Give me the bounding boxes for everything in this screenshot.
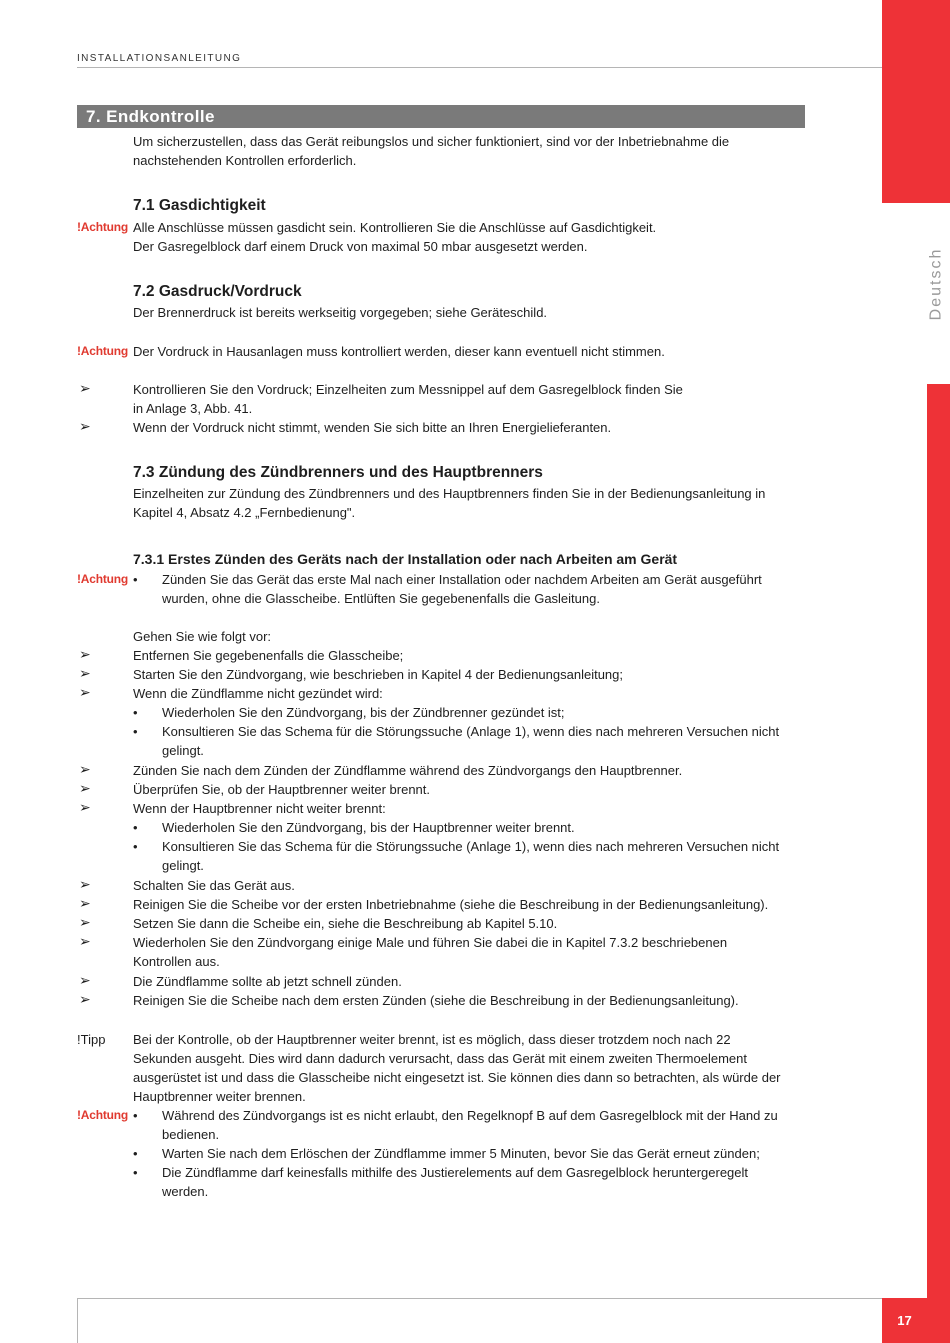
tip-text: Sekunden ausgeht. Dies wird dann dadurch verursacht, dass das Gerät mit einem zweiten Thermoelement — [133, 1051, 747, 1066]
step-text: in Anlage 3, Abb. 41. — [133, 401, 253, 416]
tip-text: Bei der Kontrolle, ob der Hauptbrenner weiter brennt, ist es möglich, dass dieser trotzdem noch nach 22 — [133, 1032, 731, 1047]
footer-margin-line — [77, 1298, 78, 1343]
sub-step-text: Konsultieren Sie das Schema für die Störungssuche (Anlage 1), wenn dies nach mehreren Versuchen nicht — [162, 839, 780, 854]
bullet-icon: • — [133, 1165, 138, 1180]
warning-text: Warten Sie nach dem Erlöschen der Zündflamme immer 5 Minuten, bevor Sie das Gerät erneut zünden; — [162, 1146, 760, 1161]
step-text: Reinigen Sie die Scheibe nach dem ersten Zünden (siehe die Beschreibung in der Bedienungsanleitung). — [133, 993, 739, 1008]
step-text: Wenn die Zündflamme nicht gezündet wird: — [133, 686, 383, 701]
language-tab — [924, 232, 948, 336]
warning-text: Zünden Sie das Gerät das erste Mal nach einer Installation oder nachdem Arbeiten am Gerät ausgeführt — [162, 572, 762, 587]
step-text: Kontrollen aus. — [133, 954, 220, 969]
text-line: Der Brennerdruck ist bereits werkseitig vorgegeben; siehe Geräteschild. — [133, 305, 548, 320]
warning-text: wurden, ohne die Glasscheibe. Entlüften Sie gegebenenfalls die Gasleitung. — [162, 591, 600, 606]
step-text: Reinigen Sie die Scheibe vor der ersten Inbetriebnahme (siehe die Beschreibung in der Bedienungsanleitung). — [133, 897, 769, 912]
heading-7-2: 7.2 Gasdruck/Vordruck — [133, 283, 302, 300]
heading-7-3: 7.3 Zündung des Zündbrenners und des Hauptbrenners — [133, 464, 543, 481]
sub-step-text: Wiederholen Sie den Zündvorgang, bis der Zündbrenner gezündet ist; — [162, 705, 565, 720]
sub-step-text: Wiederholen Sie den Zündvorgang, bis der Hauptbrenner weiter brennt. — [162, 820, 575, 835]
warning-label: !Achtung — [77, 1108, 129, 1122]
footer-divider — [77, 1298, 882, 1299]
tip-label: !Tipp — [77, 1032, 106, 1047]
warning-text: werden. — [162, 1184, 209, 1199]
step-text: Wenn der Hauptbrenner nicht weiter brennt: — [133, 801, 386, 816]
sub-step-text: Konsultieren Sie das Schema für die Störungssuche (Anlage 1), wenn dies nach mehreren Versuchen nicht — [162, 724, 780, 739]
sub-step-text: gelingt. — [162, 743, 204, 758]
arrow-icon: ➢ — [79, 780, 91, 796]
warning-text: Die Zündflamme darf keinesfalls mithilfe des Justierelements auf dem Gasregelblock heruntergeregelt — [162, 1165, 749, 1180]
arrow-icon: ➢ — [79, 895, 91, 911]
intro-line: Um sicherzustellen, dass das Gerät reibungslos und sicher funktioniert, sind vor der Inbetriebnahme die — [133, 134, 730, 149]
arrow-icon: ➢ — [79, 799, 91, 815]
bullet-icon: • — [133, 572, 138, 587]
step-text: Kontrollieren Sie den Vordruck; Einzelheiten zum Messnippel auf dem Gasregelblock finden Sie — [133, 382, 683, 397]
tip-text: Hauptbrenner weiter brennen. — [133, 1089, 306, 1104]
bullet-icon: • — [133, 724, 138, 739]
header-divider — [77, 67, 882, 68]
arrow-icon: ➢ — [79, 914, 91, 930]
warning-label: !Achtung — [77, 572, 129, 586]
warning-text: bedienen. — [162, 1127, 220, 1142]
bullet-icon: • — [133, 839, 138, 854]
section-title: 7. Endkontrolle — [77, 105, 805, 128]
text-line: Alle Anschlüsse müssen gasdicht sein. Kontrollieren Sie die Anschlüsse auf Gasdichtigkeit. — [133, 220, 657, 235]
text-line: Kapitel 4, Absatz 4.2 „Fernbedienung". — [133, 505, 356, 520]
tip-text: ausgerüstet ist und dass die Glasscheibe nicht eingesetzt ist. Sie können dies dann so betrachten, als würde der — [133, 1070, 781, 1085]
arrow-icon: ➢ — [79, 418, 91, 434]
sub-step-text: gelingt. — [162, 858, 204, 873]
step-text: Wiederholen Sie den Zündvorgang einige Male und führen Sie dabei die in Kapitel 7.3.2 beschriebenen — [133, 935, 728, 950]
procedure-intro: Gehen Sie wie folgt vor: — [133, 629, 272, 644]
text-line: Einzelheiten zur Zündung des Zündbrenners und des Hauptbrenners finden Sie in der Bedienungsanleitung in — [133, 486, 766, 501]
step-text: Überprüfen Sie, ob der Hauptbrenner weiter brennt. — [133, 782, 431, 797]
arrow-icon: ➢ — [79, 761, 91, 777]
step-text: Zünden Sie nach dem Zünden der Zündflamme während des Zündvorgangs den Hauptbrenner. — [133, 763, 683, 778]
arrow-icon: ➢ — [79, 646, 91, 662]
warning-label: !Achtung — [77, 220, 129, 234]
warning-label: !Achtung — [77, 344, 129, 358]
step-text: Setzen Sie dann die Scheibe ein, siehe die Beschreibung ab Kapitel 5.10. — [133, 916, 558, 931]
arrow-icon: ➢ — [79, 991, 91, 1007]
warning-text: Der Vordruck in Hausanlagen muss kontrolliert werden, dieser kann eventuell nicht stimmen. — [133, 344, 665, 359]
bullet-icon: • — [133, 705, 138, 720]
step-text: Die Zündflamme sollte ab jetzt schnell zünden. — [133, 974, 402, 989]
intro-line: nachstehenden Kontrollen erforderlich. — [133, 153, 357, 168]
language-label: Deutsch — [927, 247, 945, 321]
arrow-icon: ➢ — [79, 876, 91, 892]
heading-7-1: 7.1 Gasdichtigkeit — [133, 197, 266, 214]
bullet-icon: • — [133, 1108, 138, 1123]
bullet-icon: • — [133, 820, 138, 835]
step-text: Entfernen Sie gegebenenfalls die Glasscheibe; — [133, 648, 404, 663]
arrow-icon: ➢ — [79, 972, 91, 988]
arrow-icon: ➢ — [79, 684, 91, 700]
running-header: INSTALLATIONSANLEITUNG — [77, 53, 242, 64]
step-text: Starten Sie den Zündvorgang, wie beschrieben in Kapitel 4 der Bedienungsanleitung; — [133, 667, 624, 682]
page-number: 17 — [882, 1298, 927, 1343]
arrow-icon: ➢ — [79, 380, 91, 396]
bullet-icon: • — [133, 1146, 138, 1161]
step-text: Wenn der Vordruck nicht stimmt, wenden Sie sich bitte an Ihren Energielieferanten. — [133, 420, 612, 435]
arrow-icon: ➢ — [79, 933, 91, 949]
heading-7-3-1: 7.3.1 Erstes Zünden des Geräts nach der Installation oder nach Arbeiten am Gerät — [133, 551, 678, 567]
warning-text: Während des Zündvorgangs ist es nicht erlaubt, den Regelknopf B auf dem Gasregelblock mit der Hand zu — [162, 1108, 778, 1123]
arrow-icon: ➢ — [79, 665, 91, 681]
red-edge-strip — [927, 384, 950, 1343]
text-line: Der Gasregelblock darf einem Druck von maximal 50 mbar ausgesetzt werden. — [133, 239, 588, 254]
red-edge-tab — [882, 0, 950, 203]
step-text: Schalten Sie das Gerät aus. — [133, 878, 295, 893]
